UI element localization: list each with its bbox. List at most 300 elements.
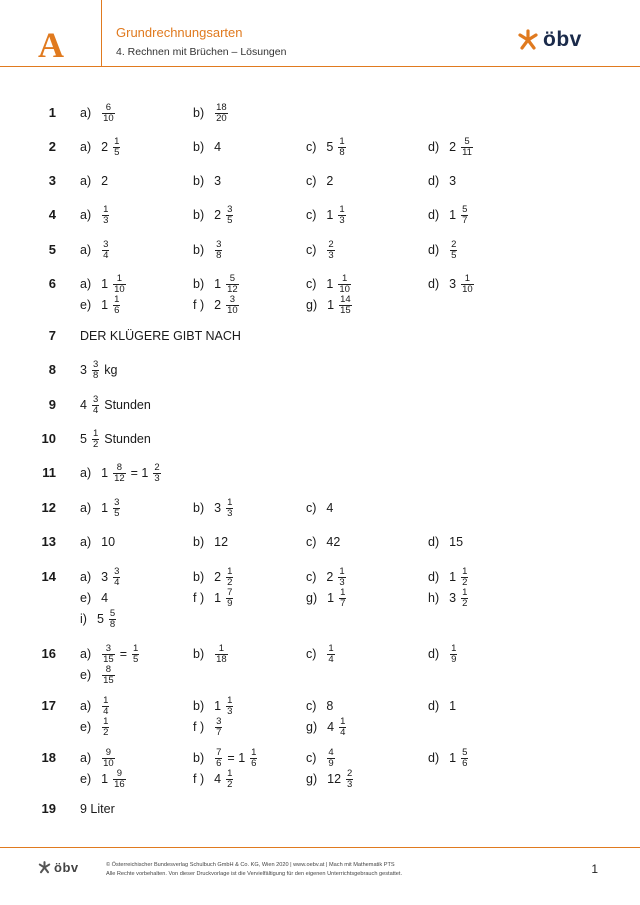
numerator: 5 (229, 272, 236, 284)
answer-label: b) (193, 140, 205, 154)
fraction (226, 696, 233, 717)
denominator: 8 (109, 618, 116, 630)
denominator: 4 (340, 726, 346, 738)
exercise-number: 11 (42, 465, 56, 480)
answer-item (428, 136, 478, 158)
answer-label: c) (306, 699, 317, 713)
answer-label: c) (306, 243, 317, 257)
denominator: 6 (216, 757, 222, 769)
denominator: 6 (114, 304, 120, 316)
answer-label: a) (80, 751, 92, 765)
answer-label: b) (193, 501, 205, 515)
exercise-number: 14 (41, 569, 56, 584)
answer-text: 2 (214, 208, 222, 222)
denominator: 8 (216, 249, 222, 261)
header-rule (0, 66, 640, 67)
fraction (215, 748, 222, 769)
answer-item (193, 695, 238, 717)
answer-item (306, 747, 340, 769)
fraction (226, 498, 233, 519)
answer-text: 1 (327, 591, 335, 605)
header-divider (101, 0, 102, 67)
answer-text: 5 (326, 140, 334, 154)
answer-item (306, 695, 337, 717)
exercise-number: 19 (41, 801, 56, 816)
answer-item (193, 587, 238, 609)
numerator: 2 (154, 461, 160, 473)
answer-text: 1 (101, 772, 109, 786)
answer-item (428, 273, 479, 295)
answer-item (428, 566, 473, 588)
fraction (113, 137, 120, 158)
exercise-number: 12 (41, 500, 56, 515)
answer-label: f ) (193, 772, 205, 786)
answer-label: d) (428, 647, 440, 661)
answer-text: 3 (449, 174, 457, 188)
numerator: 1 (114, 135, 120, 147)
denominator: 2 (227, 778, 233, 790)
answer-label: d) (428, 751, 440, 765)
exercise-number: 3 (48, 173, 56, 188)
chapter-letter: A (38, 25, 64, 65)
numerator: 8 (105, 663, 112, 675)
answer-label: b) (193, 277, 205, 291)
exercise-number: 17 (41, 698, 56, 713)
answer-item (193, 204, 238, 226)
answer-label: c) (306, 174, 317, 188)
numerator: 7 (216, 746, 222, 758)
answer-item (428, 747, 473, 769)
answer-item (80, 170, 112, 192)
denominator: 2 (227, 576, 233, 588)
answer-item (80, 608, 121, 630)
denominator: 7 (340, 597, 346, 609)
answer-label: a) (80, 647, 92, 661)
fraction (226, 769, 233, 790)
answer-label: a) (80, 277, 92, 291)
fraction (226, 567, 233, 588)
answer-item (80, 798, 119, 820)
denominator: 9 (328, 757, 334, 769)
answer-text: 1 (449, 699, 457, 713)
answer-label: d) (428, 208, 440, 222)
answer-label: c) (306, 751, 317, 765)
fraction (450, 644, 457, 665)
numerator: 3 (216, 238, 222, 250)
numerator: 1 (339, 135, 345, 147)
answer-text: 4 (214, 772, 222, 786)
fraction (109, 609, 116, 630)
answer-text: 12 (327, 772, 342, 786)
denominator: 10 (339, 283, 350, 295)
answer-item (306, 136, 351, 158)
numerator: 1 (340, 586, 346, 598)
numerator: 4 (328, 746, 334, 758)
numerator: 3 (114, 496, 120, 508)
fraction (327, 748, 334, 769)
answer-label: g) (306, 772, 318, 786)
answer-label: a) (80, 243, 92, 257)
answer-item (80, 643, 144, 665)
answer-label: c) (306, 140, 317, 154)
answer-label: a) (80, 535, 92, 549)
answer-text: = 1 (227, 751, 246, 765)
numerator: 1 (103, 694, 109, 706)
answer-label: b) (193, 106, 205, 120)
denominator: 6 (462, 757, 468, 769)
fraction (215, 240, 222, 261)
answer-text: 1 (449, 570, 457, 584)
numerator: 8 (116, 461, 123, 473)
denominator: 2 (462, 597, 468, 609)
page-title: Grundrechnungsarten (116, 25, 243, 40)
answer-item (80, 747, 120, 769)
answer-text: 5 (80, 432, 87, 446)
numerator: 1 (340, 715, 346, 727)
answer-label: b) (193, 208, 205, 222)
exercise-number: 7 (48, 328, 56, 343)
answer-item (80, 768, 131, 790)
answer-text: 42 (326, 535, 341, 549)
denominator: 9 (227, 597, 233, 609)
fraction (339, 588, 346, 609)
answer-label: e) (80, 772, 92, 786)
answer-text: 3 (449, 277, 457, 291)
answer-item (80, 695, 114, 717)
denominator: 4 (92, 404, 99, 416)
denominator: 16 (114, 778, 125, 790)
fraction (461, 205, 468, 226)
denominator: 2 (92, 438, 99, 450)
answer-label: b) (193, 174, 205, 188)
exercise-number: 18 (41, 750, 56, 765)
denominator: 15 (340, 304, 351, 316)
answer-label: f ) (193, 720, 205, 734)
obv-star-icon (38, 861, 51, 874)
answer-label: a) (80, 208, 92, 222)
answer-item (80, 716, 114, 738)
fraction (102, 644, 115, 665)
answer-text: DER KLÜGERE GIBT NACH (80, 329, 241, 343)
fraction (92, 429, 99, 450)
fraction (226, 205, 233, 226)
numerator: 9 (105, 746, 112, 758)
answer-text: 3 (449, 591, 457, 605)
answer-item (80, 359, 121, 381)
answer-label: a) (80, 140, 92, 154)
answer-text: Stunden (104, 432, 151, 446)
fraction (339, 717, 346, 738)
denominator: 20 (216, 112, 227, 124)
denominator: 9 (451, 653, 457, 665)
denominator: 10 (103, 757, 114, 769)
answer-item (80, 497, 125, 519)
answer-item (80, 587, 112, 609)
fraction (215, 103, 228, 124)
obv-star-icon (517, 29, 539, 51)
fraction (250, 748, 257, 769)
answer-label: g) (306, 591, 318, 605)
fraction (113, 295, 120, 316)
answer-item (306, 643, 340, 665)
answer-text: 4 (327, 720, 335, 734)
answer-text: 8 (326, 699, 334, 713)
answer-item (428, 170, 460, 192)
fraction (339, 295, 352, 316)
denominator: 5 (114, 507, 120, 519)
fraction (153, 463, 160, 484)
answer-item (80, 102, 120, 124)
answer-item (80, 325, 245, 347)
fraction (102, 103, 115, 124)
answer-item (80, 294, 125, 316)
denominator: 2 (462, 576, 468, 588)
denominator: 10 (227, 304, 238, 316)
denominator: 15 (103, 674, 114, 686)
fraction (461, 588, 468, 609)
answer-text: 9 Liter (80, 802, 115, 816)
answer-text: 1 (214, 591, 222, 605)
denominator: 5 (227, 214, 233, 226)
answer-item (80, 531, 119, 553)
answer-item (80, 394, 155, 416)
answer-item (428, 531, 467, 553)
answer-text: 3 (214, 501, 222, 515)
denominator: 11 (462, 146, 472, 158)
answer-item (193, 273, 244, 295)
answer-item (306, 239, 340, 261)
answer-text: kg (104, 363, 118, 377)
answer-label: b) (193, 570, 205, 584)
fraction (102, 665, 115, 686)
answer-label: a) (80, 699, 92, 713)
denominator: 3 (339, 214, 345, 226)
denominator: 3 (328, 249, 334, 261)
fraction (461, 567, 468, 588)
numerator: 1 (227, 496, 233, 508)
denominator: 7 (216, 726, 222, 738)
answer-text: 1 (327, 298, 335, 312)
exercise-number: 8 (48, 362, 56, 377)
answer-label: b) (193, 647, 205, 661)
numerator: 1 (103, 715, 109, 727)
answer-text: = (119, 647, 128, 661)
answer-text: 2 (214, 570, 222, 584)
footer-logo (38, 860, 79, 875)
numerator: 5 (462, 203, 468, 215)
numerator: 1 (114, 293, 120, 305)
fraction (215, 717, 222, 738)
denominator: 15 (103, 653, 114, 665)
answer-item (193, 716, 227, 738)
numerator: 1 (339, 565, 345, 577)
numerator: 7 (227, 586, 233, 598)
denominator: 12 (114, 472, 125, 484)
numerator: 3 (103, 238, 109, 250)
fraction (113, 274, 126, 295)
fraction (113, 498, 120, 519)
numerator: 14 (340, 293, 351, 305)
numerator: 2 (451, 238, 457, 250)
numerator: 1 (218, 642, 225, 654)
fraction (102, 748, 115, 769)
answer-item (80, 239, 114, 261)
answer-item (80, 664, 120, 686)
numerator: 1 (462, 586, 468, 598)
answer-item (80, 273, 131, 295)
numerator: 3 (92, 358, 99, 370)
publisher-logo (517, 28, 582, 52)
answer-label: a) (80, 106, 92, 120)
answer-label: b) (193, 751, 205, 765)
fraction (226, 295, 239, 316)
answer-text: 12 (214, 535, 229, 549)
denominator: 8 (339, 146, 345, 158)
answer-item (193, 170, 225, 192)
answer-label: e) (80, 720, 92, 734)
numerator: 5 (464, 135, 470, 147)
answer-text: 1 (214, 699, 222, 713)
denominator: 4 (328, 653, 334, 665)
answer-label: c) (306, 570, 317, 584)
denominator: 6 (251, 757, 257, 769)
denominator: 2 (103, 726, 109, 738)
exercise-number: 4 (48, 207, 56, 222)
rights-line: Alle Rechte vorbehalten. Von dieser Druckvorlage ist die Vervielfältigung für den eigenen Unterrichtsgebrauch gestattet. (106, 871, 403, 877)
answer-text: 2 (101, 140, 109, 154)
answer-item (428, 587, 473, 609)
denominator: 10 (114, 283, 125, 295)
denominator: 4 (103, 249, 109, 261)
answer-item (80, 462, 166, 484)
answer-item (80, 566, 125, 588)
numerator: 5 (109, 607, 116, 619)
answer-item (193, 497, 238, 519)
denominator: 10 (103, 112, 114, 124)
answer-label: c) (306, 647, 317, 661)
answer-item (428, 239, 462, 261)
page-subtitle: 4. Rechnen mit Brüchen – Lösungen (116, 46, 287, 58)
numerator: 3 (216, 715, 222, 727)
answer-text: 5 (96, 612, 104, 626)
answer-text: 1 (101, 277, 109, 291)
answer-label: b) (193, 699, 205, 713)
answer-text: 4 (80, 398, 87, 412)
answer-item (80, 204, 114, 226)
answer-item (80, 136, 125, 158)
answer-label: b) (193, 535, 205, 549)
answer-item (193, 294, 244, 316)
answer-label: g) (306, 298, 318, 312)
numerator: 5 (462, 746, 468, 758)
answer-label: d) (428, 535, 440, 549)
denominator: 3 (103, 214, 109, 226)
exercise-number: 2 (48, 139, 56, 154)
answer-item (306, 170, 337, 192)
answer-item (306, 531, 344, 553)
denominator: 3 (339, 576, 345, 588)
answer-text: 4 (326, 501, 334, 515)
answer-text: 1 (326, 277, 334, 291)
numerator: 1 (328, 642, 334, 654)
answer-item (193, 531, 232, 553)
denominator: 5 (451, 249, 457, 261)
answer-label: c) (306, 535, 317, 549)
denominator: 4 (103, 705, 109, 717)
answer-label: d) (428, 174, 440, 188)
answer-item (193, 102, 233, 124)
numerator: 18 (216, 101, 227, 113)
fraction (102, 240, 109, 261)
footer-rule (0, 847, 640, 848)
answer-label: c) (306, 277, 317, 291)
fraction (102, 696, 109, 717)
numerator: 3 (105, 642, 112, 654)
answer-text: 3 (80, 363, 87, 377)
answer-text: 2 (326, 570, 334, 584)
numerator: 2 (328, 238, 334, 250)
exercise-number: 16 (41, 646, 56, 661)
fraction (113, 463, 126, 484)
answer-label: d) (428, 277, 440, 291)
fraction (346, 769, 353, 790)
fraction (461, 137, 473, 158)
answer-text: 3 (101, 570, 109, 584)
fraction (92, 360, 99, 381)
answer-item (193, 566, 238, 588)
fraction (461, 748, 468, 769)
numerator: 1 (451, 642, 457, 654)
answer-label: h) (428, 591, 440, 605)
numerator: 1 (462, 565, 468, 577)
answer-text: 4 (214, 140, 222, 154)
answer-label: e) (80, 668, 92, 682)
denominator: 5 (133, 653, 139, 665)
denominator: 5 (114, 146, 120, 158)
denominator: 3 (227, 507, 233, 519)
fraction (132, 644, 139, 665)
denominator: 12 (227, 283, 238, 295)
answer-item (193, 239, 227, 261)
numerator: 1 (464, 272, 471, 284)
exercise-number: 9 (48, 397, 56, 412)
answer-label: a) (80, 501, 92, 515)
numerator: 1 (133, 642, 139, 654)
answer-label: g) (306, 720, 318, 734)
fraction (338, 274, 351, 295)
answer-item (306, 273, 356, 295)
answer-text: 2 (449, 140, 457, 154)
answer-item (428, 204, 473, 226)
answer-text: 4 (101, 591, 109, 605)
answer-item (306, 716, 351, 738)
fraction (327, 644, 334, 665)
numerator: 2 (347, 767, 353, 779)
answer-text: 2 (214, 298, 222, 312)
answer-label: a) (80, 570, 92, 584)
numerator: 9 (116, 767, 123, 779)
fraction (461, 274, 474, 295)
answer-item (193, 136, 225, 158)
answer-label: f ) (193, 591, 205, 605)
answer-label: c) (306, 501, 317, 515)
fraction (338, 205, 345, 226)
answer-label: a) (80, 466, 92, 480)
logo-text: öbv (543, 28, 582, 51)
exercise-number: 10 (41, 431, 56, 446)
numerator: 3 (92, 393, 99, 405)
numerator: 1 (339, 203, 345, 215)
